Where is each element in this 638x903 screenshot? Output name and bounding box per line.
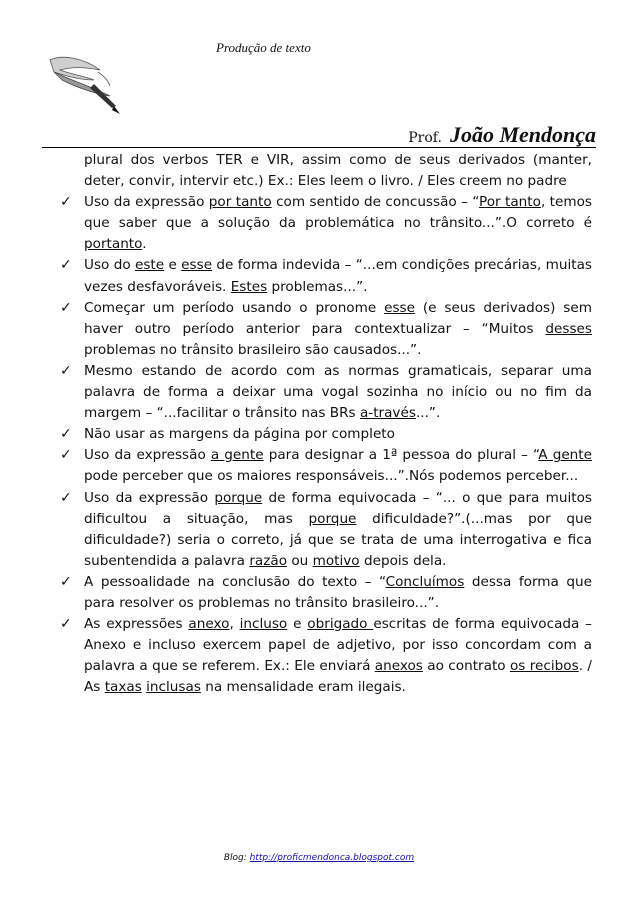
item-text: A pessoalidade na conclusão do texto – “: [84, 573, 386, 590]
underlined-term: razão: [249, 552, 288, 569]
item-text: ,: [229, 616, 240, 633]
checkmark-icon: ✓: [60, 489, 72, 506]
underlined-term: obrigado: [307, 616, 374, 633]
underlined-term: desses: [545, 320, 592, 337]
underlined-term: esse: [181, 257, 213, 274]
list-item: [60, 192, 592, 255]
blog-link[interactable]: http://proficmendonca.blogspot.com: [249, 853, 415, 863]
item-text: escritas de forma equivocada – Anexo e incluso exercem papel de adjetivo, por isso concordam com a palavra a que se referem. Ex.: Ele enviará: [84, 616, 592, 675]
item-text: Começar um período usando o pronome: [84, 299, 385, 316]
checkmark-icon: ✓: [60, 257, 72, 274]
quill-pen-icon: [44, 50, 122, 120]
footer: [0, 853, 638, 863]
checkmark-icon: ✓: [60, 426, 72, 443]
item-text: Uso da expressão: [84, 489, 215, 506]
item-text: e: [164, 257, 182, 274]
underlined-term: por tanto: [208, 194, 272, 211]
item-text: na mensalidade eram ilegais.: [200, 679, 406, 696]
underlined-term: anexos: [374, 658, 423, 675]
checkmark-icon: ✓: [60, 362, 72, 379]
list-item: [60, 445, 592, 487]
item-text: dificuldade?”.(...mas por que dificuldade?) seria o correto, já que se trata de uma interrogativa e fica subentendida a palavra: [84, 510, 592, 569]
item-text: Mesmo estando de acordo com as normas gramaticais, separar uma palavra de forma a deixar uma vogal sozinha no início ou no fim da margem – “...facilitar o trânsito nas BRs: [84, 362, 592, 422]
underlined-term: anexo: [188, 616, 230, 633]
underlined-term: incluso: [239, 616, 288, 633]
item-text: ao contrato: [422, 658, 510, 675]
checkmark-icon: ✓: [60, 573, 72, 590]
item-text: de forma indevida – “...em condições precárias, muitas vezes desfavoráveis.: [84, 257, 592, 295]
list-item: [60, 488, 592, 572]
item-text: problemas...”.: [267, 278, 368, 295]
underlined-term: este: [134, 257, 165, 274]
underlined-term: inclusas: [146, 679, 201, 696]
list-item: [60, 572, 592, 614]
footer-label: Blog:: [223, 853, 250, 863]
item-text: Uso da expressão: [84, 447, 211, 464]
item-text: para designar a 1ª pessoa do plural – “: [263, 447, 539, 464]
underlined-term: portanto: [84, 236, 143, 253]
item-text: (e seus derivados) sem haver outro período anterior para contextualizar – “Muitos: [84, 299, 592, 337]
underlined-term: Por tanto: [478, 194, 541, 211]
author-block: [408, 122, 596, 148]
item-text: e: [287, 616, 308, 633]
item-text: As expressões: [84, 616, 189, 633]
item-text: Uso da expressão: [84, 194, 209, 211]
underlined-term: os recibos: [509, 658, 579, 675]
list-item: [60, 614, 592, 698]
underlined-term: A gente: [538, 447, 592, 464]
underlined-term: motivo: [312, 552, 360, 569]
checkmark-icon: ✓: [60, 447, 72, 464]
underlined-term: porque: [214, 489, 263, 506]
item-text: problemas no trânsito brasileiro são causados...”.: [84, 341, 422, 358]
underlined-term: a-través: [359, 405, 416, 422]
item-text: .: [142, 236, 147, 253]
list-item: [60, 424, 592, 445]
document-body: [60, 150, 592, 698]
underlined-term: taxas: [104, 679, 142, 696]
list-item: [60, 298, 592, 361]
checkmark-icon: ✓: [60, 194, 72, 211]
underlined-term: a gente: [210, 447, 264, 464]
item-text: ou: [287, 552, 313, 569]
underlined-term: porque: [308, 510, 357, 527]
list-item: [60, 361, 592, 424]
item-text: pode perceber que os maiores responsáveis...”.Nós podemos perceber...: [84, 468, 579, 485]
item-text: Uso do: [84, 257, 135, 274]
checkmark-icon: ✓: [60, 299, 72, 316]
item-text: . / As: [84, 658, 592, 696]
list-item: [60, 255, 592, 297]
item-text: com sentido de concussão – “: [271, 194, 479, 211]
prof-name: João Mendonça: [449, 122, 596, 147]
item-text: depois dela.: [359, 552, 447, 569]
item-text: Não usar as margens da página por completo: [84, 426, 395, 443]
header-title: Produção de texto: [216, 40, 311, 55]
checkmark-icon: ✓: [60, 616, 72, 633]
underlined-term: Concluímos: [385, 573, 465, 590]
item-text: dessa forma que para resolver os problemas no trânsito brasileiro...”.: [84, 573, 592, 611]
header-rule: [42, 147, 596, 148]
intro-paragraph: plural dos verbos TER e VIR, assim como de seus derivados (manter, deter, convir, intervir etc.) Ex.: Eles leem o livro. / Eles creem no padre: [84, 152, 592, 190]
item-text: de forma equivocada – “... o que para muitos dificultou a situação, mas: [84, 489, 592, 527]
item-text: , temos que saber que a solução da problemática no trânsito...”.O correto é: [84, 194, 592, 232]
underlined-term: Estes: [230, 278, 268, 295]
underlined-term: esse: [384, 299, 415, 316]
prof-label: Prof.: [408, 130, 442, 146]
item-text: ...”.: [415, 405, 441, 422]
